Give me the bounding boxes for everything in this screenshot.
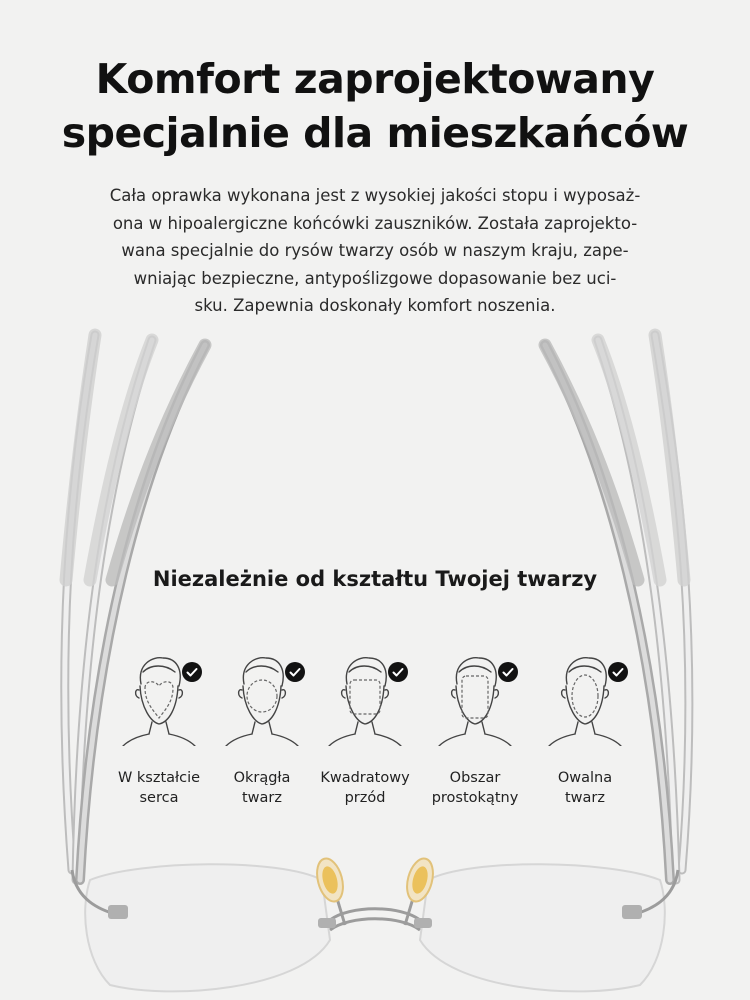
check-circle-icon — [608, 662, 628, 682]
description-line: wniając bezpieczne, antypoślizgowe dopasowanie bez uci- — [133, 268, 617, 288]
face-shape-label: Okrągła twarz — [233, 770, 291, 806]
check-circle-icon — [498, 662, 518, 682]
lenses — [85, 864, 665, 991]
title-line: specjalnie dla mieszkańców — [61, 109, 689, 157]
face-shape-label: Kwadratowy przód — [320, 770, 410, 806]
face-shape-label: W kształcie serca — [117, 770, 201, 806]
nose-pads — [313, 856, 438, 905]
check-circle-icon — [388, 662, 408, 682]
face-section-title: Niezależnie od kształtu Twojej twarzy — [152, 567, 598, 591]
face-shape-label: Owalna twarz — [557, 770, 613, 806]
description-line: wana specjalnie do rysów twarzy osób w naszym kraju, zape- — [121, 241, 629, 260]
title-line: Komfort zaprojektowany — [95, 55, 655, 103]
face-shape-oval — [520, 650, 650, 820]
face-shape-label: Obszar prostokątny — [431, 770, 519, 806]
page-title — [0, 52, 750, 160]
product-description — [60, 182, 690, 320]
description-line: sku. Zapewnia doskonały komfort noszenia. — [194, 296, 556, 315]
description-line: Cała oprawka wykonana jest z wysokiej jakości stopu i wyposaż- — [109, 186, 641, 205]
description-line: ona w hipoalergiczne końcówki zauszników. Została zaprojekto- — [112, 213, 638, 233]
